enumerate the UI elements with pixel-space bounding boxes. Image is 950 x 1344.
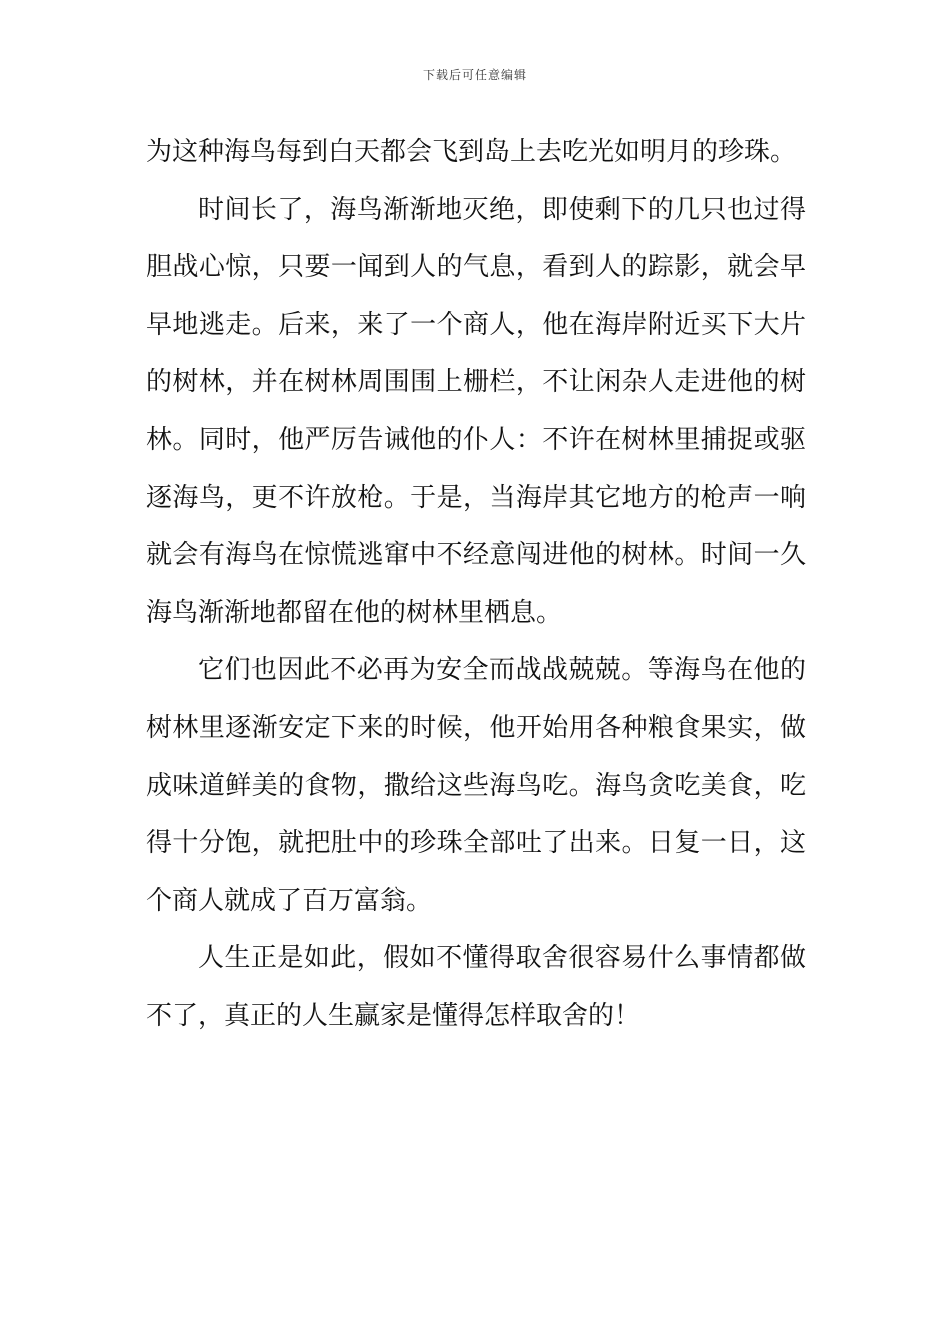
paragraph: 时间长了，海鸟渐渐地灭绝，即使剩下的几只也过得胆战心惊，只要一闻到人的气息，看到人的踪影，就会早早地逃走。后来，来了一个商人，他在海岸附近买下大片的树林，并在树林周围围上栅栏，不让闲杂人走进他的树林。同时，他严厉告诫他的仆人：不许在树林里捕捉或驱逐海鸟，更不许放枪。于是，当海岸其它地方的枪声一响就会有海鸟在惊慌逃窜中不经意闯进他的树林。时间一久海鸟渐渐地都留在他的树林里栖息。	[146, 194, 806, 628]
paragraph: 它们也因此不必再为安全而战战兢兢。等海鸟在他的树林里逐渐安定下来的时候，他开始用各种粮食果实，做成味道鲜美的食物，撒给这些海鸟吃。海鸟贪吃美食，吃得十分饱，就把肚中的珍珠全部吐了出来。日复一日，这个商人就成了百万富翁。	[146, 655, 806, 916]
body-text	[146, 124, 806, 1046]
paragraph-continuation: 为这种海鸟每到白天都会飞到岛上去吃光如明月的珍珠。	[146, 137, 797, 167]
paragraph: 人生正是如此，假如不懂得取舍很容易什么事情都做不了，真正的人生赢家是懂得怎样取舍的！	[146, 943, 806, 1031]
page-header: 下载后可任意编辑	[422, 68, 527, 82]
